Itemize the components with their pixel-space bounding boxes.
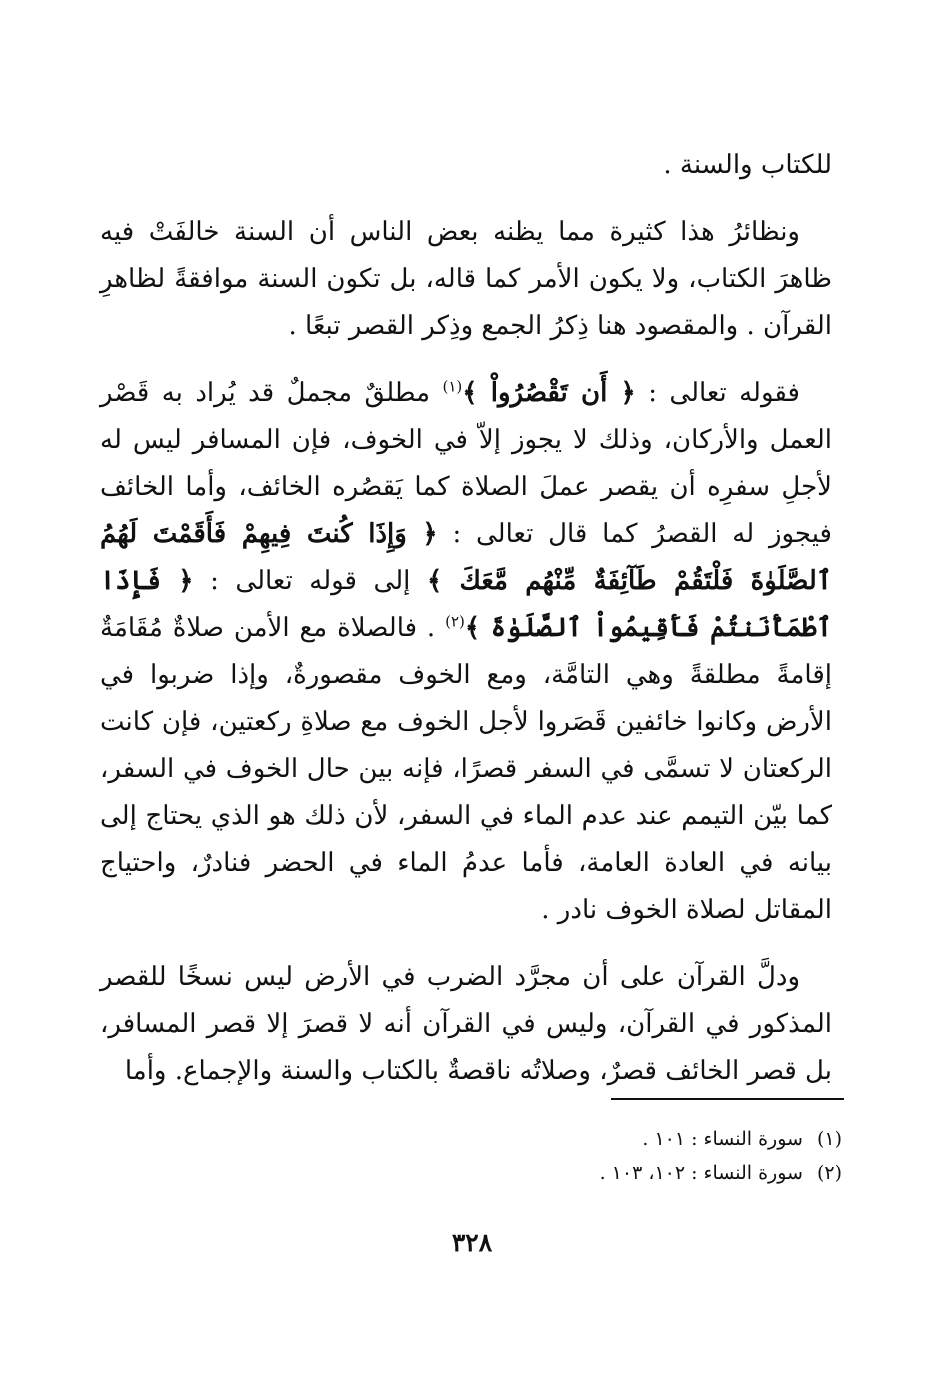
text-segment: . فالصلاة مع الأمن صلاةٌ مُقَامَةٌ إقامةً مطلقةً وهي التامَّة، ومع الخوف مقصورةٌ، وإذا ضربوا في الأرض وكانوا خائفين قَصَروا لأجل الخوف مع صلاةِ ركعتين، فإن كانت الركعتان لا تسمَّى في السفر قصرًا، فإنه بين حال الخوف في السفر، كما بيّن التيمم عند عدم الماء في السفر، لأن ذلك هو الذي يحتاج إلى بيانه في العادة العامة، فأما عدمُ الماء في الحضر فنادرٌ، واحتياج المقاتل لصلاة الخوف نادر .	[100, 613, 832, 925]
paragraph-continuation: للكتاب والسنة .	[663, 150, 832, 180]
quran-verse: ﴿ فَإِذَا ٱطْمَأْنَنتُمْ فَأَقِيمُواْ ٱلصَّلَوٰةَ ﴾	[100, 566, 832, 643]
text-segment: إلى قوله تعالى :	[193, 566, 427, 596]
footnote-text: سورة النساء : ١٠٢، ١٠٣ .	[599, 1162, 803, 1184]
footnote-text: سورة النساء : ١٠١ .	[642, 1128, 803, 1150]
footnote-item	[242, 1122, 842, 1156]
footnote-ref: (٢)	[445, 612, 465, 631]
page-number: ٣٢٨	[451, 1228, 493, 1257]
paragraph-nazair: ونظائرُ هذا كثيرة مما يظنه بعض الناس أن السنة خالفَتْ فيه ظاهرَ الكتاب، ولا يكون الأمر كما قاله، بل تكون السنة موافقةً لظاهرِ القرآن . والمقصود هنا ذِكرُ الجمع وذِكر القصر تبعًا .	[100, 217, 832, 341]
footnote-separator	[611, 1098, 844, 1100]
text-segment: مطلقٌ مجملٌ قد يُراد به قَصْر العمل والأركان، وذلك لا يجوز إلاّ في الخوف، فإن المسافر ليس له لأجلِ سفرِه أن يقصر عملَ الصلاة كما يَقصُره الخائف، وأما الخائف فيجوز له القصرُ كما قال تعالى :	[100, 378, 832, 549]
paragraph-qasr	[100, 370, 832, 934]
footnote-number: (٢)	[816, 1162, 842, 1184]
paragraph-dalla: ودلَّ القرآن على أن مجرَّد الضرب في الأرض ليس نسخًا للقصر المذكور في القرآن، وليس في القرآن أنه لا قصرَ إلا قصر المسافر، بل قصر الخائف قصرٌ، وصلاتُه ناقصةٌ بالكتاب والسنة والإجماع. وأما	[100, 962, 832, 1086]
page-body	[100, 142, 832, 1095]
quran-verse: ﴿ وَإِذَا كُنتَ فِيهِمْ فَأَقَمْتَ لَهُمُ ٱلصَّلَوٰةَ فَلْتَقُمْ طَآئِفَةٌ مِّنْهُم مَّعَكَ ﴾	[100, 519, 832, 596]
text-segment: فقوله تعالى :	[635, 378, 800, 408]
footnote-ref: (١)	[442, 377, 463, 396]
footnote-number: (١)	[816, 1128, 842, 1150]
footnotes	[242, 1122, 842, 1190]
quran-verse: ﴿ أَن تَقْصُرُواْ ﴾	[462, 378, 636, 408]
footnote-item	[242, 1156, 842, 1190]
